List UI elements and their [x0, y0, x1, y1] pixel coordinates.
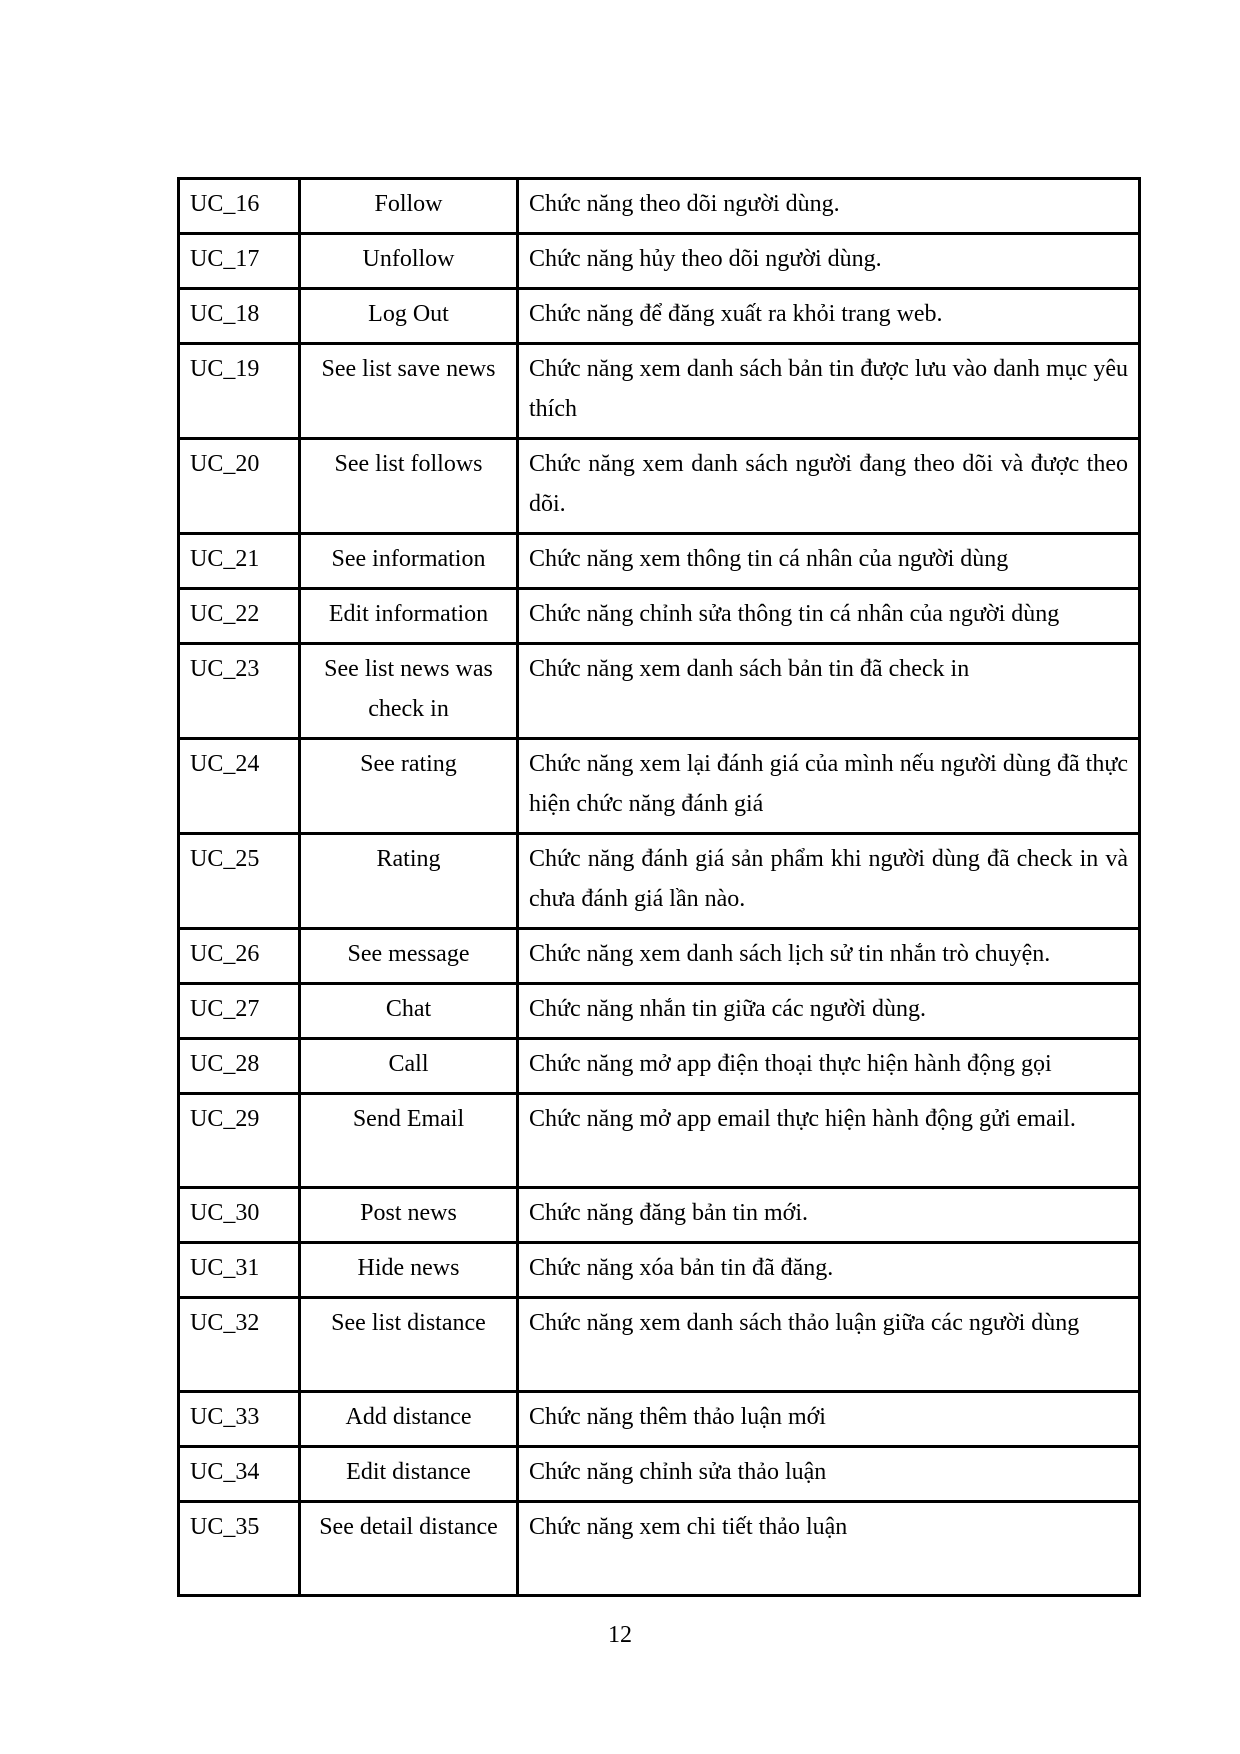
table-row: [179, 984, 1140, 1039]
use-case-id: UC_32: [179, 1298, 300, 1392]
use-case-id: UC_22: [179, 589, 300, 644]
table-row: [179, 1094, 1140, 1188]
table-row: [179, 1039, 1140, 1094]
table-row: [179, 1298, 1140, 1392]
use-case-description: Chức năng đăng bản tin mới.: [518, 1188, 1140, 1243]
table-row: [179, 234, 1140, 289]
use-case-id: UC_16: [179, 179, 300, 234]
table-row: [179, 439, 1140, 534]
use-case-name: See rating: [300, 739, 518, 834]
use-case-name: Unfollow: [300, 234, 518, 289]
use-case-name: Post news: [300, 1188, 518, 1243]
use-case-description: Chức năng xem danh sách lịch sử tin nhắn trò chuyện.: [518, 929, 1140, 984]
use-case-description: Chức năng đánh giá sản phẩm khi người dùng đã check in và chưa đánh giá lần nào.: [518, 834, 1140, 929]
use-case-id: UC_29: [179, 1094, 300, 1188]
use-case-id: UC_30: [179, 1188, 300, 1243]
table-row: [179, 739, 1140, 834]
use-case-id: UC_31: [179, 1243, 300, 1298]
use-case-name: Send Email: [300, 1094, 518, 1188]
use-case-name: Call: [300, 1039, 518, 1094]
table-row: [179, 179, 1140, 234]
use-case-name: See list save news: [300, 344, 518, 439]
use-case-name: Edit distance: [300, 1447, 518, 1502]
table-row: [179, 834, 1140, 929]
table-row: [179, 1188, 1140, 1243]
use-case-description: Chức năng xem danh sách bản tin đã check in: [518, 644, 1140, 739]
table-row: [179, 1502, 1140, 1596]
use-case-description: Chức năng xem danh sách bản tin được lưu vào danh mục yêu thích: [518, 344, 1140, 439]
use-case-id: UC_26: [179, 929, 300, 984]
use-case-description: Chức năng thêm thảo luận mới: [518, 1392, 1140, 1447]
use-case-description: Chức năng chỉnh sửa thông tin cá nhân của người dùng: [518, 589, 1140, 644]
use-case-description: Chức năng xem danh sách thảo luận giữa các người dùng: [518, 1298, 1140, 1392]
use-case-description: Chức năng nhắn tin giữa các người dùng.: [518, 984, 1140, 1039]
table-row: [179, 1447, 1140, 1502]
use-case-name: Follow: [300, 179, 518, 234]
use-case-name: See message: [300, 929, 518, 984]
page-number: 12: [608, 1622, 632, 1648]
use-case-id: UC_20: [179, 439, 300, 534]
table-row: [179, 589, 1140, 644]
use-case-id: UC_19: [179, 344, 300, 439]
use-case-description: Chức năng để đăng xuất ra khỏi trang web.: [518, 289, 1140, 344]
use-case-description: Chức năng xóa bản tin đã đăng.: [518, 1243, 1140, 1298]
use-case-description: Chức năng xem thông tin cá nhân của người dùng: [518, 534, 1140, 589]
use-case-id: UC_18: [179, 289, 300, 344]
table-row: [179, 929, 1140, 984]
use-case-name: Log Out: [300, 289, 518, 344]
use-case-description: Chức năng mở app điện thoại thực hiện hành động gọi: [518, 1039, 1140, 1094]
use-case-name: See list follows: [300, 439, 518, 534]
table-row: [179, 344, 1140, 439]
use-case-id: UC_24: [179, 739, 300, 834]
use-case-name: See information: [300, 534, 518, 589]
use-case-id: UC_27: [179, 984, 300, 1039]
use-case-description: Chức năng xem danh sách người đang theo dõi và được theo dõi.: [518, 439, 1140, 534]
use-case-name: Rating: [300, 834, 518, 929]
use-case-id: UC_25: [179, 834, 300, 929]
use-case-description: Chức năng xem chi tiết thảo luận: [518, 1502, 1140, 1596]
use-case-name: See list distance: [300, 1298, 518, 1392]
use-case-name: Add distance: [300, 1392, 518, 1447]
use-case-name: See detail distance: [300, 1502, 518, 1596]
use-case-id: UC_34: [179, 1447, 300, 1502]
use-case-name: Edit information: [300, 589, 518, 644]
use-case-name: Hide news: [300, 1243, 518, 1298]
use-case-id: UC_21: [179, 534, 300, 589]
table-row: [179, 289, 1140, 344]
use-case-id: UC_17: [179, 234, 300, 289]
use-case-description: Chức năng chỉnh sửa thảo luận: [518, 1447, 1140, 1502]
use-case-description: Chức năng mở app email thực hiện hành động gửi email.: [518, 1094, 1140, 1188]
use-case-description: Chức năng theo dõi người dùng.: [518, 179, 1140, 234]
table-row: [179, 534, 1140, 589]
table-row: [179, 644, 1140, 739]
use-case-id: UC_33: [179, 1392, 300, 1447]
use-case-name: Chat: [300, 984, 518, 1039]
use-case-id: UC_35: [179, 1502, 300, 1596]
use-case-description: Chức năng xem lại đánh giá của mình nếu người dùng đã thực hiện chức năng đánh giá: [518, 739, 1140, 834]
use-case-description: Chức năng hủy theo dõi người dùng.: [518, 234, 1140, 289]
use-case-id: UC_28: [179, 1039, 300, 1094]
use-case-table: [177, 177, 1141, 1597]
table-row: [179, 1392, 1140, 1447]
table-row: [179, 1243, 1140, 1298]
use-case-name: See list news was check in: [300, 644, 518, 739]
use-case-id: UC_23: [179, 644, 300, 739]
